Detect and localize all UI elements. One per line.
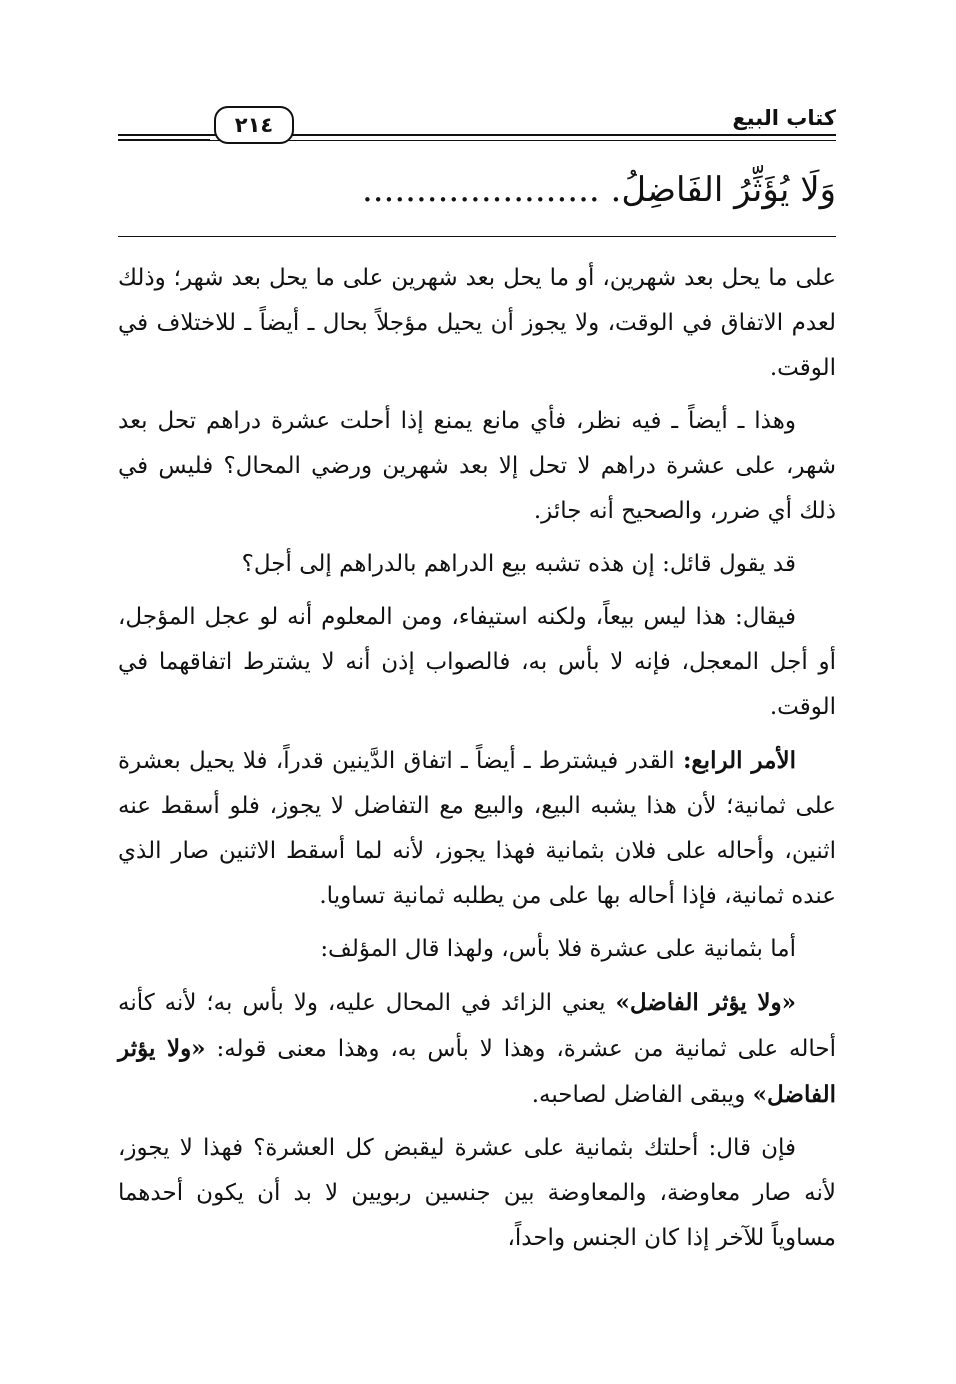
paragraph-text: ويبقى الفاضل لصاحبه. [531,1082,753,1108]
quoted-matn: «ولا يؤثر الفاضل» [615,989,796,1016]
matn-text: وَلَا يُؤَثِّرُ الفَاضِلُ. [610,170,836,210]
book-title: كتاب البيع [722,106,836,130]
paragraph-text: وهذا ـ أيضاً ـ فيه نظر، فأي مانع يمنع إذا أحلت عشرة دراهم تحل بعد شهر، على عشرة دراهم لا تحل إلا بعد شهرين ورضي المحال؟ فليس في ذلك أي ضرر، والصحيح أنه جائز. [118,408,836,524]
paragraph [118,399,836,534]
matn-dots: ...................... [361,170,600,210]
paragraph-text: على ما يحل بعد شهرين، أو ما يحل بعد شهرين على ما يحل بعد شهر؛ وذلك لعدم الاتفاق في الوقت، ولا يجوز أن يحيل مؤجلاً بحال ـ أيضاً ـ للاختلاف في الوقت. [118,265,836,381]
paragraph-text: قد يقول قائل: إن هذه تشبه بيع الدراهم بالدراهم إلى أجل؟ [241,551,796,577]
paragraph [118,927,836,972]
page-number: ٢١٤ [214,106,294,144]
paragraph-text: فإن قال: أحلتك بثمانية على عشرة ليقبض كل العشرة؟ فهذا لا يجوز، لأنه صار معاوضة، والمعاوضة بين جنسين ربويين لا بد أن يكون أحدهما مساوياً للآخر إذا كان الجنس واحداً، [118,1135,836,1251]
paragraph [118,595,836,730]
paragraph-text: فيقال: هذا ليس بيعاً، ولكنه استيفاء، ومن المعلوم أنه لو عجل المؤجل، أو أجل المعجل، فإنه لا بأس به، فالصواب إذن أنه لا يشترط اتفاقهما في الوقت. [118,604,836,720]
section-heading: الأمر الرابع: [682,747,796,774]
quoted-matn: «ولا يؤثر الفاضل» [118,1035,836,1108]
running-header [118,104,836,150]
paragraph [118,738,836,919]
commentary-body [118,256,836,1269]
paragraph-text: أما بثمانية على عشرة فلا بأس، ولهذا قال المؤلف: [320,936,796,962]
header-dash-ornament [118,132,210,140]
paragraph [118,1126,836,1261]
matn-separator [118,236,836,237]
paragraph-text: يعني الزائد في المحال عليه، ولا بأس به؛ لأنه كأنه أحاله على ثمانية من عشرة، وهذا لا بأس به، وهذا معنى قوله: [118,990,836,1062]
matn-line [118,160,836,220]
paragraph [118,256,836,391]
paragraph [118,542,836,587]
paragraph-text: القدر فيشترط ـ أيضاً ـ اتفاق الدَّينين قدراً، فلا يحيل بعشرة على ثمانية؛ لأن هذا يشبه البيع، والبيع مع التفاضل لا يجوز، فلو أسقط عنه اثنين، وأحاله على فلان بثمانية فهذا يجوز، لأنه لما أسقط الاثنين صار الذي عنده ثمانية، فإذا أحاله بها على من يطلبه ثمانية تساويا. [118,748,836,909]
paragraph [118,980,836,1118]
